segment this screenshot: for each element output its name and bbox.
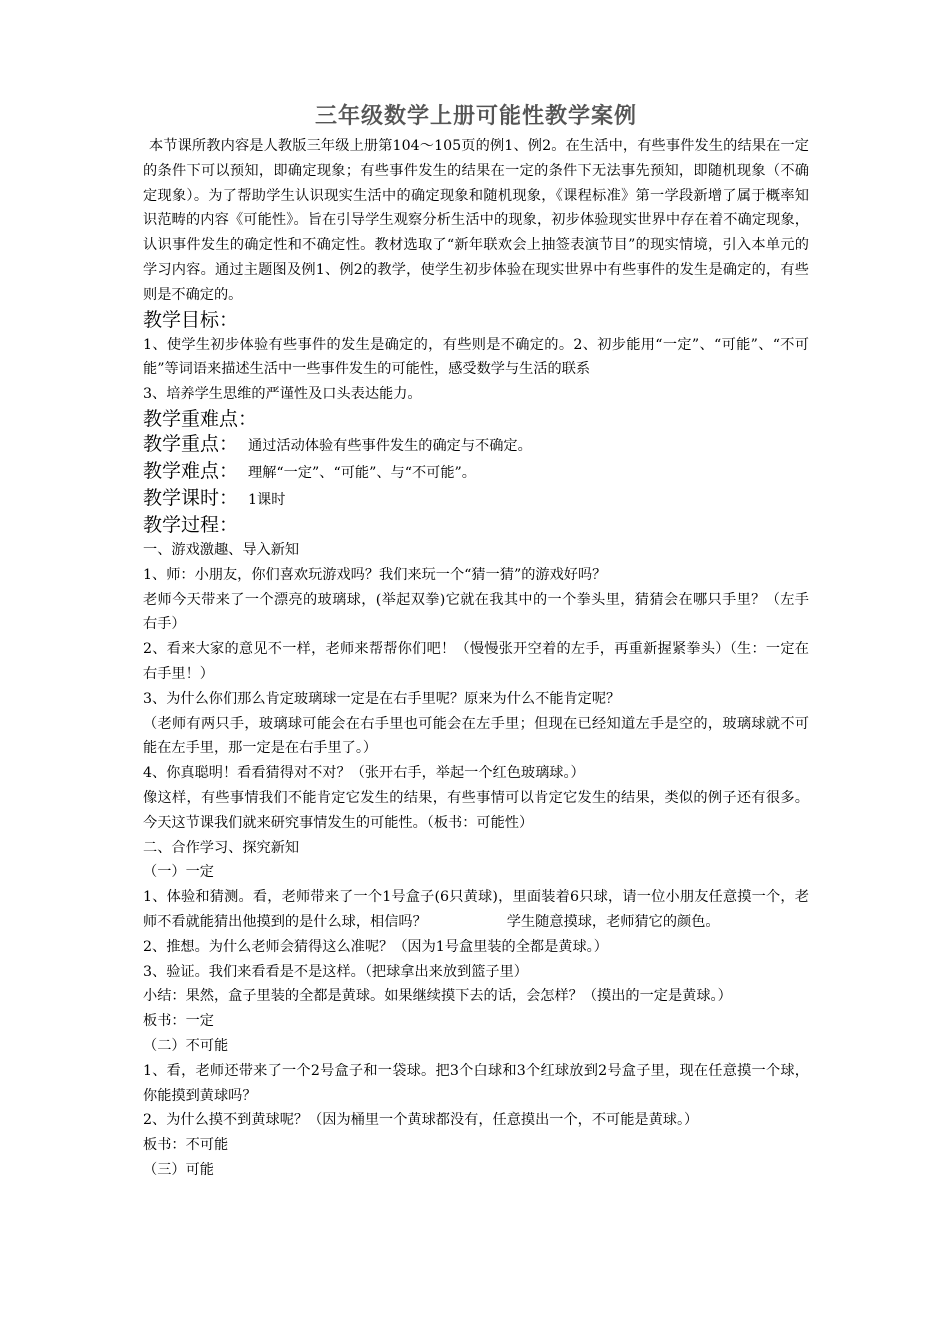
section-1-step-1b: 老师今天带来了一个漂亮的玻璃球，(举起双拳)它就在我其中的一个拳头里，猜猜会在哪只手里？（左手 右手）	[143, 591, 809, 633]
hours-line	[143, 486, 809, 513]
subsection-2-step-2: 2、为什么摸不到黄球呢？（因为桶里一个黄球都没有，任意摸出一个，不可能是黄球。）	[143, 1112, 699, 1129]
goals-item-3: 3、培养学生思维的严谨性及口头表达能力。	[143, 386, 422, 403]
key-point-line	[143, 432, 809, 459]
section-1-heading: 一、游戏激趣、导入新知	[143, 541, 300, 558]
section-1-step-3: 3、为什么你们那么肯定玻璃球一定是在右手里呢？原来为什么不能肯定呢？	[143, 690, 621, 707]
subsection-2-board: 板书：不可能	[143, 1137, 229, 1154]
document-body	[143, 100, 809, 1183]
section-1-step-1: 1、师：小朋友，你们喜欢玩游戏吗？我们来玩一个“猜一猜”的游戏好吗？	[143, 566, 607, 583]
subsection-1-heading: （一）一定	[143, 864, 214, 881]
section-1-step-3b: （老师有两只手，玻璃球可能会在右手里也可能会在左手里；但现在已经知道左手是空的，玻璃球就不可能在左手里，那一定是在右手里了。）	[143, 715, 809, 757]
intro-paragraph: 本节课所教内容是人教版三年级上册第104～105页的例1、例2。在生活中，有些事件发生的结果在一定的条件下可以预知，即确定现象；有些事件发生的结果在一定的条件下无法事先预知，即随机现象（不确定现象）。为了帮助学生认识现实生活中的确定现象和随机现象，《课程标准》第一学段新增了属于概率知识范畴的内容《可能性》。旨在引导学生观察分析生活中的现象，初步体验现实世界中存在着不确定现象，认识事件发生的确定性和不确定性。教材选取了“新年联欢会上抽签表演节目”的现实情境，引入本单元的学习内容。通过主题图及例1、例2的教学，使学生初步体验在现实世界中有些事件的发生是确定的，有些则是不确定的。	[143, 138, 809, 303]
hours-value: 1课时	[248, 491, 286, 508]
hours-label: 教学课时：	[143, 486, 239, 509]
section-1-step-2: 2、看来大家的意见不一样，老师来帮帮你们吧！（慢慢张开空着的左手，再重新握紧拳头）（生：一定在右手里！）	[143, 641, 809, 682]
section-1-summary: 像这样，有些事情我们不能肯定它发生的结果，有些事情可以肯定它发生的结果，类似的例子还有很多。今天这节课我们就来研究事情发生的可能性。（板书：可能性）	[143, 789, 809, 831]
subsection-1-board: 板书：一定	[143, 1013, 214, 1030]
section-1-step-4: 4、你真聪明！看看猜得对不对？（张开右手，举起一个红色玻璃球。）	[143, 765, 585, 782]
subsection-3-heading: （三）可能	[143, 1161, 214, 1178]
key-point-label: 教学重点：	[143, 432, 239, 455]
goals-heading: 教学目标：	[143, 308, 239, 331]
difficulty-label: 教学难点：	[143, 459, 239, 482]
difficulty-line	[143, 459, 809, 486]
subsection-1-step-1-part-2: 学生随意摸球，老师猜它的颜色。	[506, 913, 720, 930]
subsection-2-heading: （二）不可能	[143, 1037, 229, 1054]
subsection-1-step-1-part-1: 1、体验和猜测。看，老师带来了一个1号盒子(6只黄球)，里面装着6只球，请一位小朋友任意摸一个，老师不看就能猜出他摸到的是什么球，相信吗？	[143, 889, 809, 930]
subsection-2-step-1: 1、看，老师还带来了一个2号盒子和一袋球。把3个白球和3个红球放到2号盒子里，现在任意摸一个球，你能摸到黄球吗？	[143, 1062, 809, 1104]
subsection-1-summary: 小结：果然，盒子里装的全都是黄球。如果继续摸下去的话，会怎样？（摸出的一定是黄球。）	[143, 988, 732, 1005]
goals-item-1: 1、使学生初步体验有些事件的发生是确定的，有些则是不确定的。2、初步能用“一定”、“可能”、“不可能”等词语来描述生活中一些事件发生的可能性，感受数学与生活的联系	[143, 336, 809, 378]
section-2-heading: 二、合作学习、探究新知	[143, 839, 300, 856]
subsection-1-step-1	[143, 885, 809, 935]
page-title: 三年级数学上册可能性教学案例	[314, 103, 637, 129]
subsection-1-step-3: 3、验证。我们来看看是不是这样。（把球拿出来放到篮子里）	[143, 963, 528, 980]
process-heading: 教学过程：	[143, 513, 239, 536]
key-point-value: 通过活动体验有些事件发生的确定与不确定。	[248, 437, 532, 454]
subsection-1-step-2: 2、推想。为什么老师会猜得这么准呢？（因为1号盒里装的全都是黄球。）	[143, 938, 608, 955]
key-difficulty-heading: 教学重难点：	[143, 407, 258, 430]
difficulty-value: 理解“一定”、“可能”、与“不可能”。	[248, 464, 476, 481]
